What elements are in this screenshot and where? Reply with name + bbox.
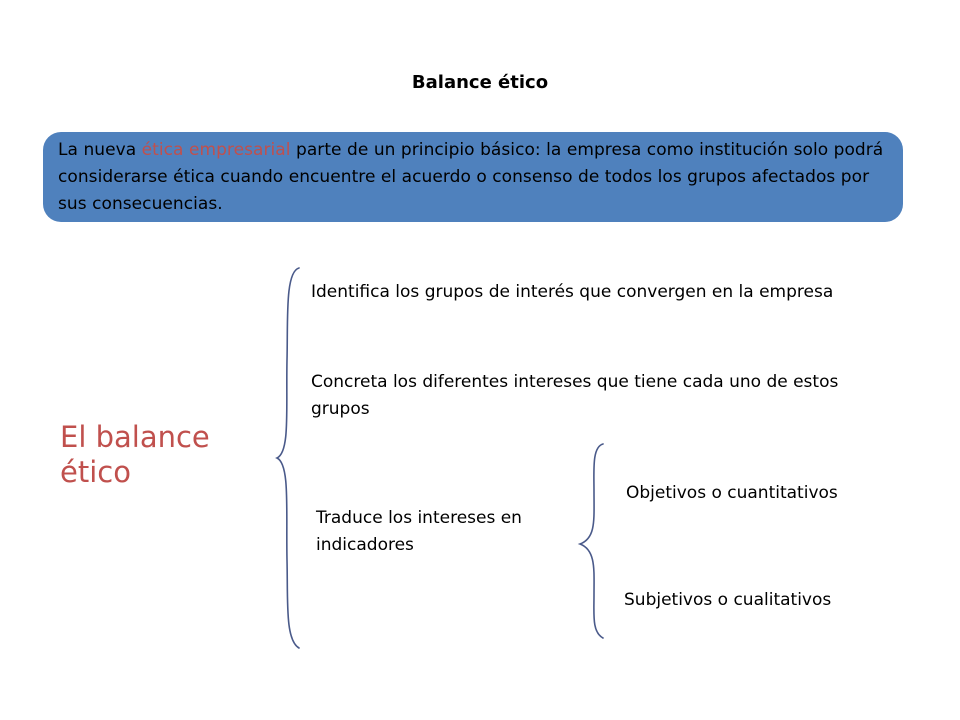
indicator-brace (580, 444, 603, 638)
slide-title: Balance ético (411, 72, 549, 93)
point-identify: Identifica los grupos de interés que convergen en la empresa (311, 282, 834, 302)
indicator-subjective: Subjetivos o cualitativos (624, 590, 832, 610)
intro-highlight: ética empresarial (141, 140, 291, 160)
point-concreta: Concreta los diferentes intereses que tiene cada uno de estos grupos (311, 372, 839, 419)
main-label: El balance ético (60, 420, 210, 489)
intro-box (43, 132, 903, 222)
main-brace (277, 268, 299, 648)
point-traduce: Traduce los intereses en indicadores (316, 508, 522, 555)
intro-text-end: parte de un principio básico: la empresa como institución solo podrá considerarse ética cuando encuentre el acuerdo o consenso de todos los grupos afectados por sus consecuencias. (58, 140, 884, 214)
indicator-objective: Objetivos o cuantitativos (626, 483, 838, 503)
intro-text-start: La nueva (58, 140, 142, 160)
